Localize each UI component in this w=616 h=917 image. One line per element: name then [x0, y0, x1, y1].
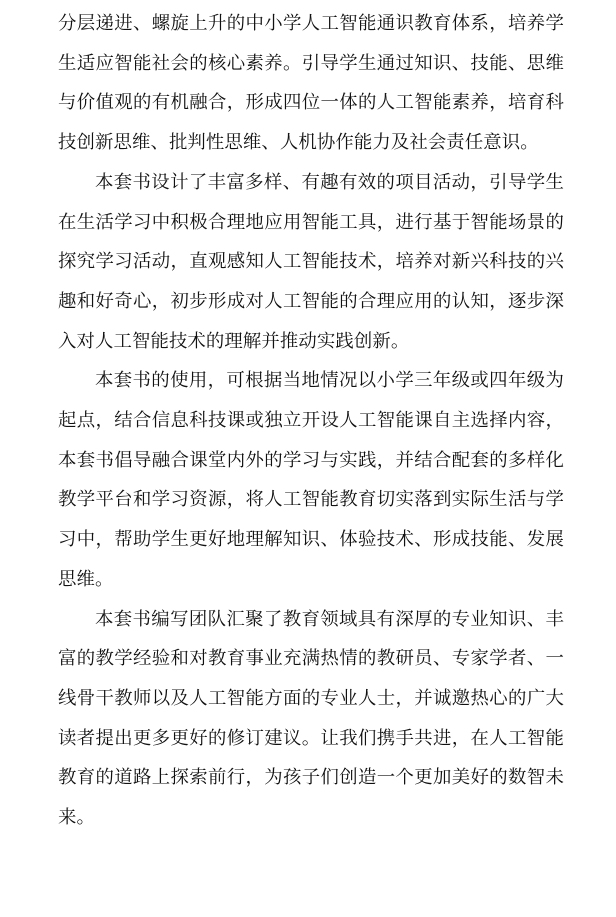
- paragraph-book-usage: 本套书的使用，可根据当地情况以小学三年级或四年级为起点，结合信息科技课或独立开设人工智能课自主选择内容，本套书倡导融合课堂内外的学习与实践，并结合配套的多样化教学平台和学习资源，将人工智能教育切实落到实际生活与学习中，帮助学生更好地理解知识、体验技术、形成技能、发展思维。: [58, 370, 564, 590]
- paragraph-continuation: 分层递进、螺旋上升的中小学人工智能通识教育体系，培养学生适应智能社会的核心素养。引导学生通过知识、技能、思维与价值观的有机融合，形成四位一体的人工智能素养，培育科技创新思维、批判性思维、人机协作能力及社会责任意识。: [58, 13, 564, 154]
- paragraph-writing-team: 本套书编写团队汇聚了教育领域具有深厚的专业知识、丰富的教学经验和对教育事业充满热情的教研员、专家学者、一线骨干教师以及人工智能方面的专业人士，并诚邀热心的广大读者提出更多更好的修订建议。让我们携手共进，在人工智能教育的道路上探索前行，为孩子们创造一个更加美好的数智未来。: [58, 608, 564, 829]
- body-text: [58, 4, 564, 838]
- paragraph-project-activities: 本套书设计了丰富多样、有趣有效的项目活动，引导学生在生活学习中积极合理地应用智能工具，进行基于智能场景的探究学习活动，直观感知人工智能技术，培养对新兴科技的兴趣和好奇心，初步形成对人工智能的合理应用的认知，逐步深入对人工智能技术的理解并推动实践创新。: [58, 171, 564, 352]
